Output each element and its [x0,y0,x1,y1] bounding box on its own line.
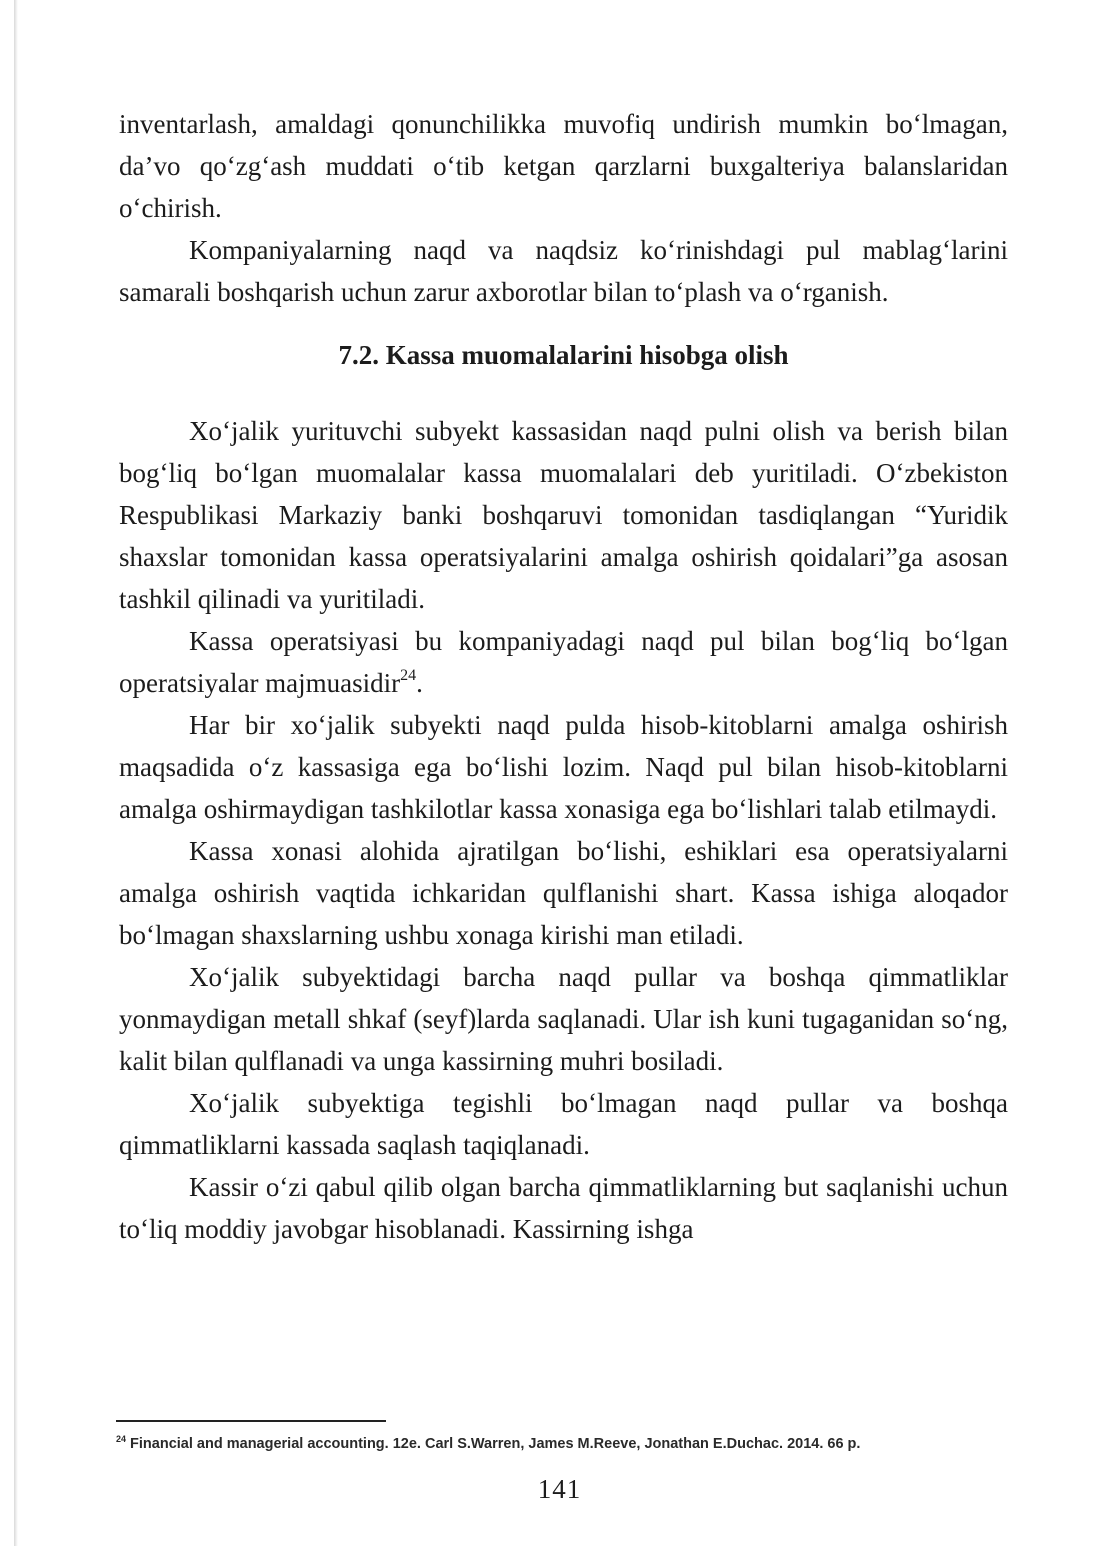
body-paragraph-2 [119,620,1008,704]
section-heading: 7.2. Kassa muomalalarini hisobga olish [338,340,789,370]
body-paragraph-3: Har bir xo‘jalik subyekti naqd pulda hisob-kitoblarni amalga oshirish maqsadida o‘z kassasiga ega bo‘lishi lozim. Naqd pul bilan hisob-kitoblarni amalga oshirmaydigan tashkilotlar kassa xonasiga ega bo‘lishlari talab etilmaydi. [119,710,1008,824]
intro-paragraph: Kompaniyalarning naqd va naqdsiz ko‘rinishdagi pul mablag‘larini samarali boshqarish uchun zarur axborotlar bilan to‘plash va o‘rganish. [119,235,1008,307]
sentence-end: . [416,668,423,698]
body-paragraph-4: Kassa xonasi alohida ajratilgan bo‘lishi, eshiklari esa operatsiyalarni amalga oshirish vaqtida ichkaridan qulflanishi shart. Kassa ishiga aloqador bo‘lmagan shaxslarning ushbu xonaga kirishi man etiladi. [119,836,1008,950]
footnote-text: Financial and managerial accounting. 12e. Carl S.Warren, James M.Reeve, Jonathan E.Duchac. 2014. 66 p. [130,1436,861,1452]
footnote-reference: 24 [400,667,417,684]
page-body [119,103,1008,1250]
footnote-number: 24 [116,1434,127,1444]
body-paragraph-1: Xo‘jalik yurituvchi subyekt kassasidan naqd pulni olish va berish bilan bog‘liq bo‘lgan muomalalar kassa muomalalari deb yuritiladi. O‘zbekiston Respublikasi Markaziy banki boshqaruvi tomonidan tasdiqlangan “Yuridik shaxslar tomonidan kassa operatsiyalarini amalga oshirish qoidalari”ga asosan tashkil qilinadi va yuritiladi. [119,416,1008,614]
page-number: 141 [537,1474,582,1504]
body-paragraph-6: Xo‘jalik subyektiga tegishli bo‘lmagan naqd pullar va boshqa qimmatliklarni kassada saqlash taqiqlanadi. [119,1088,1008,1160]
page-binding-edge [14,0,18,1546]
footnote [116,1434,1016,1454]
body-paragraph-7: Kassir o‘zi qabul qilib olgan barcha qimmatliklarning but saqlanishi uchun to‘liq moddiy javobgar hisoblanadi. Kassirning ishga [119,1172,1008,1244]
body-paragraph-5: Xo‘jalik subyektidagi barcha naqd pullar va boshqa qimmatliklar yonmaydigan metall shkaf (seyf)larda saqlanadi. Ular ish kuni tugaganidan so‘ng, kalit bilan qulflanadi va unga kassirning muhri bosiladi. [119,962,1008,1076]
footnote-separator [116,1420,386,1422]
continuation-paragraph: inventarlash, amaldagi qonunchilikka muvofiq undirish mumkin bo‘lmagan, da’vo qo‘zg‘ash muddati o‘tib ketgan qarzlarni buxgalteriya balanslaridan o‘chirish. [119,109,1008,223]
body-paragraph-2-text: Kassa operatsiyasi bu kompaniyadagi naqd pul bilan bog‘liq bo‘lgan operatsiyalar majmuasidir [119,626,1008,698]
